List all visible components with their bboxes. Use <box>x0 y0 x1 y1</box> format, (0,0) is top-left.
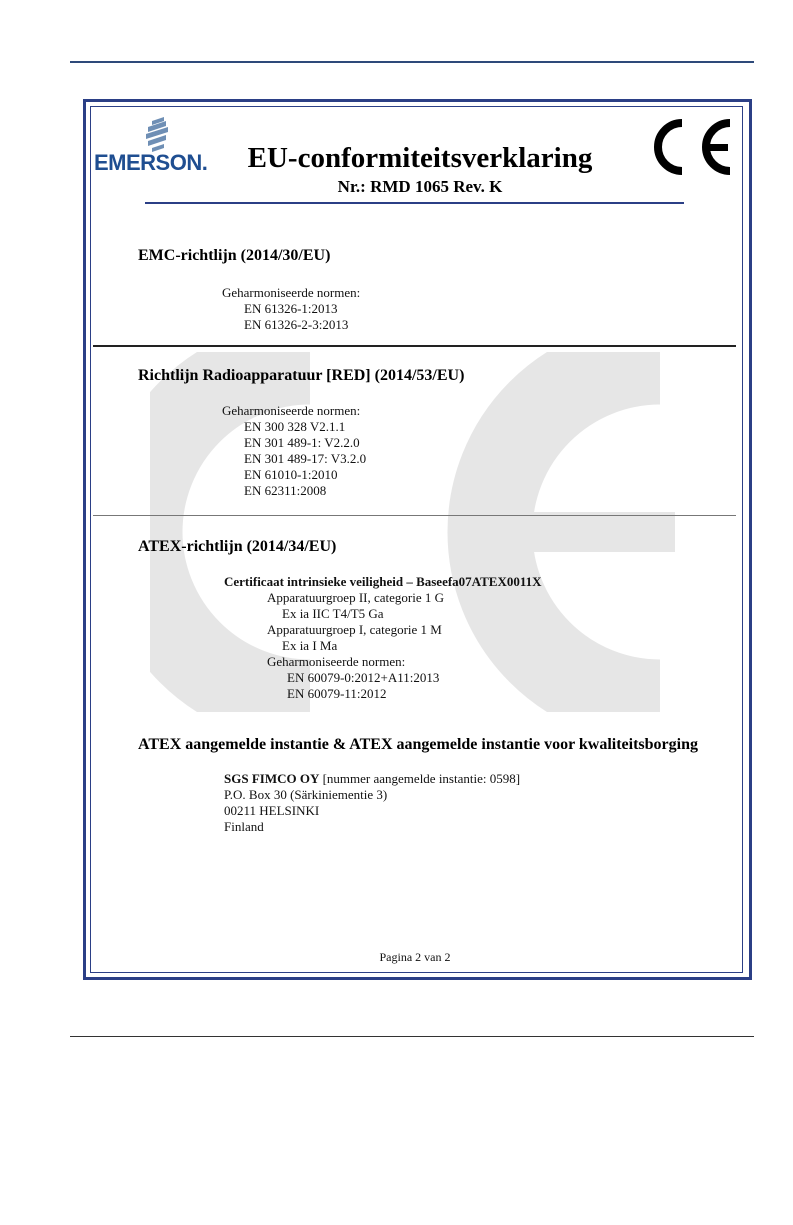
atex-equipment-group: Apparatuurgroep II, categorie 1 G <box>267 590 444 605</box>
emc-standards-label: Geharmoniseerde normen: <box>222 285 361 300</box>
red-standard-item: EN 300 328 V2.1.1 <box>244 419 346 434</box>
page-number: Pagina 2 van 2 <box>379 950 451 964</box>
notified-body-number: [nummer aangemelde instantie: 0598] <box>319 771 521 786</box>
section-divider <box>93 515 736 516</box>
notified-body-country: Finland <box>224 819 264 834</box>
top-rule <box>70 61 754 63</box>
atex-heading: ATEX-richtlijn (2014/34/EU) <box>138 538 337 555</box>
red-standard-item: EN 61010-1:2010 <box>244 467 338 482</box>
section-divider <box>93 345 736 347</box>
bottom-rule <box>70 1036 754 1037</box>
notified-body-heading: ATEX aangemelde instantie & ATEX aangemelde instantie voor kwaliteitsborging <box>138 736 698 753</box>
atex-marking: Ex ia I Ma <box>282 638 338 653</box>
atex-standard-item: EN 60079-11:2012 <box>287 686 387 701</box>
red-heading: Richtlijn Radioapparatuur [RED] (2014/53/EU) <box>138 367 465 384</box>
document-number: Nr.: RMD 1065 Rev. K <box>337 177 503 196</box>
atex-equipment-group: Apparatuurgroep I, categorie 1 M <box>267 622 442 637</box>
red-standard-item: EN 301 489-1: V2.2.0 <box>244 435 360 450</box>
red-standard-item: EN 62311:2008 <box>244 483 327 498</box>
emc-heading: EMC-richtlijn (2014/30/EU) <box>138 247 331 264</box>
title-rule <box>145 202 684 204</box>
emerson-wordmark: EMERSON. <box>94 150 208 175</box>
red-standard-item: EN 301 489-17: V3.2.0 <box>244 451 367 466</box>
atex-marking: Ex ia IIC T4/T5 Ga <box>282 606 384 621</box>
notified-body-name-line <box>224 770 520 787</box>
atex-standard-item: EN 60079-0:2012+A11:2013 <box>287 670 440 685</box>
document-title: EU-conformiteitsverklaring <box>247 142 593 174</box>
red-standards-label: Geharmoniseerde normen: <box>222 403 361 418</box>
notified-body-city: 00211 HELSINKI <box>224 803 320 818</box>
emc-standard-item: EN 61326-2-3:2013 <box>244 317 349 332</box>
ce-mark-icon <box>646 117 736 177</box>
emc-standard-item: EN 61326-1:2013 <box>244 301 338 316</box>
notified-body-address: P.O. Box 30 (Särkiniementie 3) <box>224 787 388 802</box>
atex-standards-label: Geharmoniseerde normen: <box>267 654 406 669</box>
atex-certificate: Certificaat intrinsieke veiligheid – Baseefa07ATEX0011X <box>224 574 542 589</box>
notified-body-name: SGS FIMCO OY <box>224 771 320 786</box>
